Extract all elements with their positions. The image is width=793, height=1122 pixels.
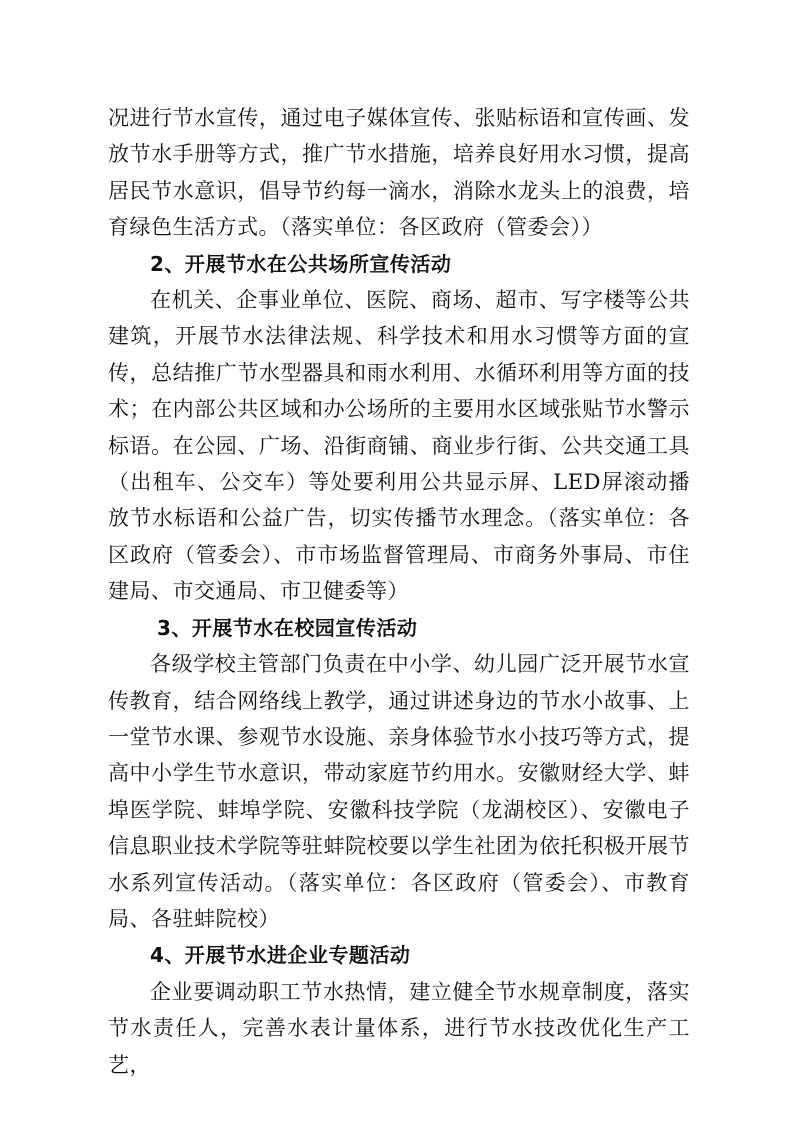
document-body <box>108 100 690 1083</box>
section-heading-public-places: 2、开展节水在公共场所宣传活动 <box>150 251 452 276</box>
section-heading-campus: 3、开展节水在校园宣传活动 <box>157 615 418 640</box>
section-heading-enterprise: 4、开展节水进企业专题活动 <box>150 943 411 968</box>
section-body-enterprise: 企业要调动职工节水热情，建立健全节水规章制度，落实节水责任人，完善水表计量体系，进行节水技改优化生产工艺， <box>108 979 690 1077</box>
section-body-public-places: 在机关、企事业单位、医院、商场、超市、写字楼等公共建筑，开展节水法律法规、科学技术和用水习惯等方面的宣传，总结推广节水型器具和雨水利用、水循环利用等方面的技术；在内部公共区域和办公场所的主要用水区域张贴节水警示标语。在公园、广场、沿街商铺、商业步行街、公共交通工具（出租车、公交车）等处要利用公共显示屏、LED屏滚动播放节水标语和公益广告，切实传播节水理念。（落实单位：各区政府（管委会）、市市场监督管理局、市商务外事局、市住建局、市交通局、市卫健委等） <box>108 288 690 604</box>
intro-paragraph: 况进行节水宣传，通过电子媒体宣传、张贴标语和宣传画、发放节水手册等方式，推广节水措施，培养良好用水习惯，提高居民节水意识，倡导节约每一滴水，消除水龙头上的浪费，培育绿色生活方式。（落实单位：各区政府（管委会）） <box>108 106 690 240</box>
section-body-campus: 各级学校主管部门负责在中小学、幼儿园广泛开展节水宣传教育，结合网络线上教学，通过讲述身边的节水小故事、上一堂节水课、参观节水设施、亲身体验节水小技巧等方式，提高中小学生节水意识，带动家庭节约用水。安徽财经大学、蚌埠医学院、蚌埠学院、安徽科技学院（龙湖校区）、安徽电子信息职业技术学院等驻蚌院校要以学生社团为依托积极开展节水系列宣传活动。（落实单位：各区政府（管委会）、市教育局、各驻蚌院校） <box>108 652 690 931</box>
